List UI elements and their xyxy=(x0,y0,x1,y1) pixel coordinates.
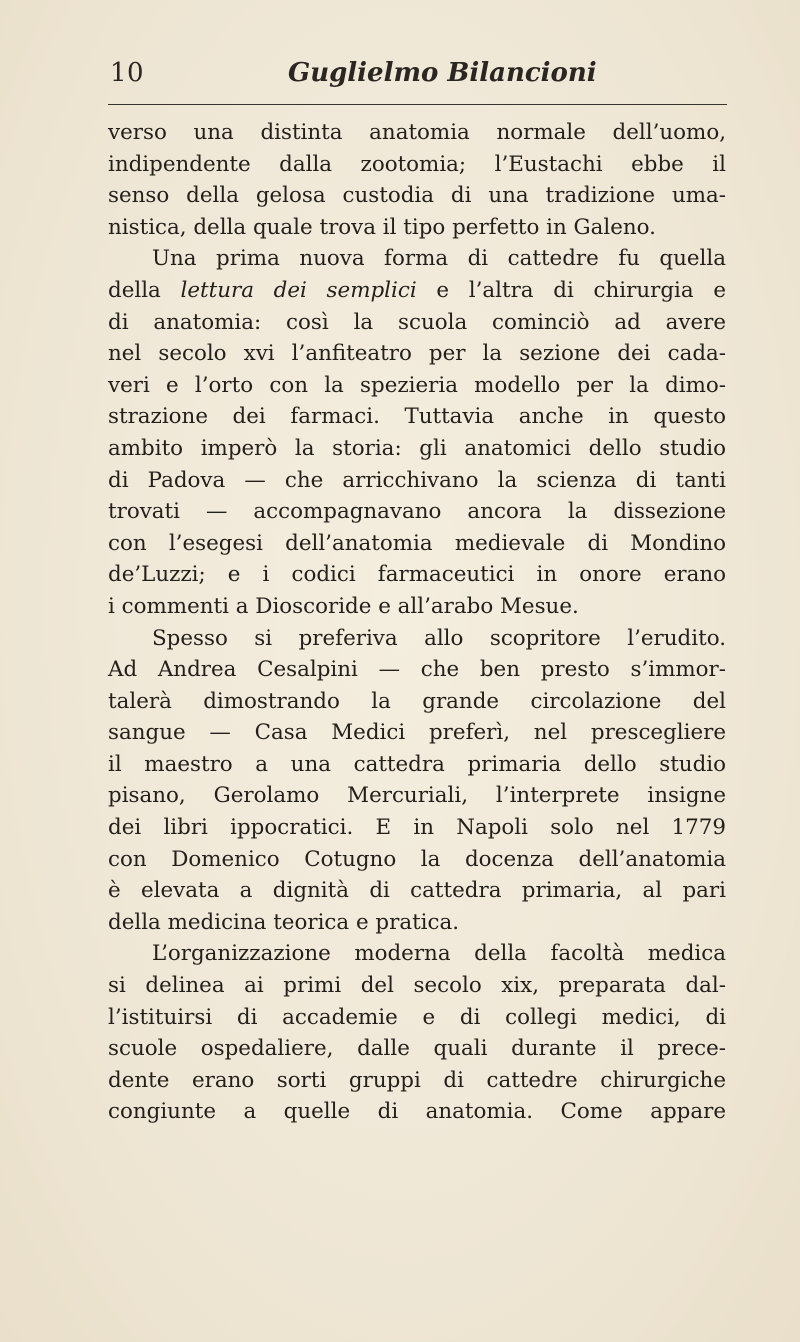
text-line xyxy=(108,844,726,876)
text-segment: talerà dimostrando la grande circolazione del xyxy=(108,688,726,714)
text-segment: congiunte a quelle di anatomia. Come appare xyxy=(108,1099,726,1125)
header-rule xyxy=(108,104,727,105)
text-line xyxy=(108,1065,726,1097)
text-segment: con l’esegesi dell’anatomia medievale di Mondino xyxy=(108,530,726,556)
text-segment: Ad Andrea Cesalpini — che ben presto s’immor- xyxy=(108,657,726,683)
text-segment: trovati — accompagnavano ancora la dissezione xyxy=(108,499,726,525)
text-line xyxy=(108,780,726,812)
text-line xyxy=(108,149,726,181)
text-line xyxy=(108,1096,726,1128)
running-header xyxy=(110,58,725,98)
text-line xyxy=(108,401,726,433)
text-line xyxy=(108,1002,726,1034)
text-line xyxy=(108,686,726,718)
text-segment: dente erano sorti gruppi di cattedre chirurgiche xyxy=(108,1067,726,1093)
text-segment: indipendente dalla zootomia; l’Eustachi ebbe il xyxy=(108,151,726,177)
text-line xyxy=(108,212,726,244)
text-segment: L’organizzazione moderna della facoltà medica xyxy=(152,941,726,967)
text-line xyxy=(108,907,726,939)
body-text xyxy=(108,117,726,1128)
text-line xyxy=(108,654,726,686)
running-title: Guglielmo Bilancioni xyxy=(288,58,597,88)
text-segment: strazione dei farmaci. Tuttavia anche in questo xyxy=(108,404,726,430)
text-line xyxy=(108,591,726,623)
text-segment: veri e l’orto con la spezieria modello per la dimo- xyxy=(108,372,726,398)
text-segment: pisano, Gerolamo Mercuriali, l’interprete insigne xyxy=(108,783,726,809)
text-segment: di anatomia: così la scuola cominciò ad avere xyxy=(108,309,726,335)
text-segment: senso della gelosa custodia di una tradizione uma- xyxy=(108,183,726,209)
text-segment: della xyxy=(108,277,181,303)
text-line xyxy=(108,717,726,749)
text-line xyxy=(108,117,726,149)
text-line xyxy=(108,623,726,655)
text-segment: nel secolo xvi l’anfiteatro per la sezione dei cada- xyxy=(108,341,726,367)
text-line xyxy=(108,970,726,1002)
text-line xyxy=(108,875,726,907)
text-line xyxy=(108,559,726,591)
text-segment: e l’altra di chirurgia e xyxy=(416,277,726,303)
text-line xyxy=(108,528,726,560)
text-segment: con Domenico Cotugno la docenza dell’anatomia xyxy=(108,846,726,872)
text-line xyxy=(108,938,726,970)
text-segment: i commenti a Dioscoride e all’arabo Mesue. xyxy=(108,593,579,619)
text-segment: nistica, della quale trova il tipo perfetto in Galeno. xyxy=(108,214,656,240)
text-line xyxy=(108,812,726,844)
text-segment: il maestro a una cattedra primaria dello studio xyxy=(108,751,726,777)
text-segment: è elevata a dignità di cattedra primaria, al pari xyxy=(108,878,726,904)
text-line xyxy=(108,180,726,212)
text-segment: dei libri ippocratici. E in Napoli solo nel 1779 xyxy=(108,815,726,841)
text-segment: si delinea ai primi del secolo xix, preparata dal- xyxy=(108,973,726,999)
text-line xyxy=(108,749,726,781)
italic-text: lettura dei semplici xyxy=(180,277,417,303)
text-segment: l’istituirsi di accademie e di collegi medici, di xyxy=(108,1004,726,1030)
text-line xyxy=(108,243,726,275)
text-line xyxy=(108,465,726,497)
text-segment: Spesso si preferiva allo scopritore l’erudito. xyxy=(152,625,726,651)
text-line xyxy=(108,1033,726,1065)
text-segment: sangue — Casa Medici preferì, nel prescegliere xyxy=(108,720,726,746)
text-line xyxy=(108,370,726,402)
text-line xyxy=(108,496,726,528)
text-line xyxy=(108,338,726,370)
text-segment: di Padova — che arricchivano la scienza di tanti xyxy=(108,467,726,493)
text-segment: de’Luzzi; e i codici farmaceutici in onore erano xyxy=(108,562,726,588)
page-number: 10 xyxy=(110,58,145,88)
text-segment: della medicina teorica e pratica. xyxy=(108,909,460,935)
text-line xyxy=(108,433,726,465)
text-line xyxy=(108,307,726,339)
text-segment: scuole ospedaliere, dalle quali durante il prece- xyxy=(108,1036,726,1062)
text-segment: Una prima nuova forma di cattedre fu quella xyxy=(152,246,726,272)
text-line xyxy=(108,275,726,307)
text-segment: verso una distinta anatomia normale dell’uomo, xyxy=(108,120,726,145)
text-segment: ambito imperò la storia: gli anatomici dello studio xyxy=(108,435,726,461)
